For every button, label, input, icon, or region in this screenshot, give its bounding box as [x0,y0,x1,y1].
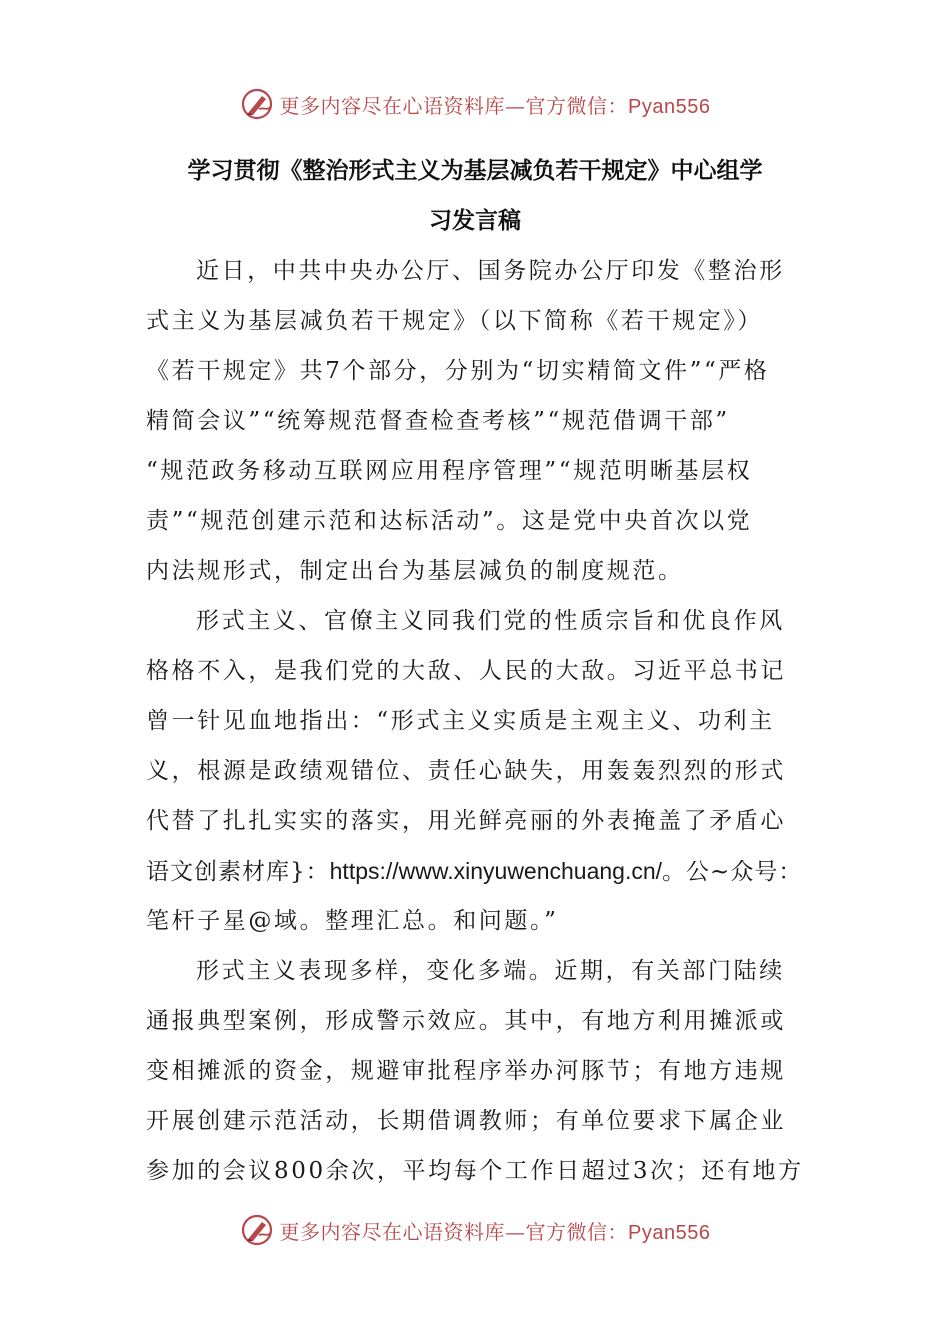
banner-text [280,1216,711,1245]
pen-logo-icon [240,1213,274,1247]
title-line-2: 习发言稿 [429,208,521,234]
title-line-1: 学习贯彻《整治形式主义为基层减负若干规定》中心组学 [187,158,763,184]
banner-separator: — [505,93,526,118]
paragraph-2-line-1: 形式主义、官僚主义同我们党的性质宗旨和优良作风 [196,608,785,634]
paragraph-1-line-3: 《若干规定》共7个部分，分别为“切实精简文件”“严格 [146,358,770,384]
banner-label: 官方微信： [525,1219,629,1244]
paragraph-2-line-5: 代替了扎扎实实的落实，用光鲜亮丽的外表掩盖了矛盾心 [146,808,786,834]
paragraph-1-line-6: 责”“规范创建示范和达标活动”。这是党中央首次以党 [146,508,753,534]
banner-wechat-id: Pyan556 [628,95,711,118]
paragraph-3-line-4: 开展创建示范活动，长期借调教师；有单位要求下属企业 [146,1108,786,1134]
paragraph-1-line-5: “规范政务移动互联网应用程序管理”“规范明晰基层权 [146,458,753,484]
banner-title: 更多内容尽在心语资料库 [279,1219,506,1244]
footer-banner [0,1210,950,1250]
paragraph-3-line-1: 形式主义表现多样，变化多端。近期，有关部门陆续 [196,958,785,984]
paragraph-2-line-7: 笔杆子星@域。整理汇总。和问题。” [146,908,559,934]
paragraph-2-line-6 [146,846,806,896]
paragraph-1-line-4: 精简会议”“统筹规范督查检查考核”“规范借调干部” [146,408,730,434]
banner-label: 官方微信： [525,93,629,118]
paragraph-3-line-5: 参加的会议800余次，平均每个工作日超过3次；还有地方 [146,1158,804,1184]
paragraph-1-line-2: 式主义为基层减负若干规定》（以下简称《若干规定》） [146,308,763,334]
paragraph-3-line-2: 通报典型案例，形成警示效应。其中，有地方利用摊派或 [146,1008,786,1034]
banner-title: 更多内容尽在心语资料库 [279,93,506,118]
document-body [146,246,806,1196]
paragraph-2-line-3: 曾一针见血地指出：“形式主义实质是主观主义、功利主 [146,708,775,734]
paragraph-1-line-1: 近日，中共中央办公厅、国务院办公厅印发《整治形 [196,258,785,284]
paragraph-3-line-3: 变相摊派的资金，规避审批程序举办河豚节；有地方违规 [146,1058,786,1084]
banner-separator: — [505,1219,526,1244]
document-title [145,146,805,246]
banner-wechat-id: Pyan556 [628,1221,711,1244]
source-url-tail: 。公~众号： [662,859,803,885]
source-url-link[interactable]: https://www.xinyuwenchuang.cn/ [329,858,663,884]
source-text: 语文创素材库}： [146,859,330,885]
paragraph-2-line-4: 义，根源是政绩观错位、责任心缺失，用轰轰烈烈的形式 [146,758,786,784]
paragraph-2-line-2: 格格不入，是我们党的大敌、人民的大敌。习近平总书记 [146,658,786,684]
paragraph-1-line-7: 内法规形式，制定出台为基层减负的制度规范。 [146,558,684,584]
header-banner [0,84,950,124]
banner-text [280,90,711,119]
pen-logo-icon [240,87,274,121]
